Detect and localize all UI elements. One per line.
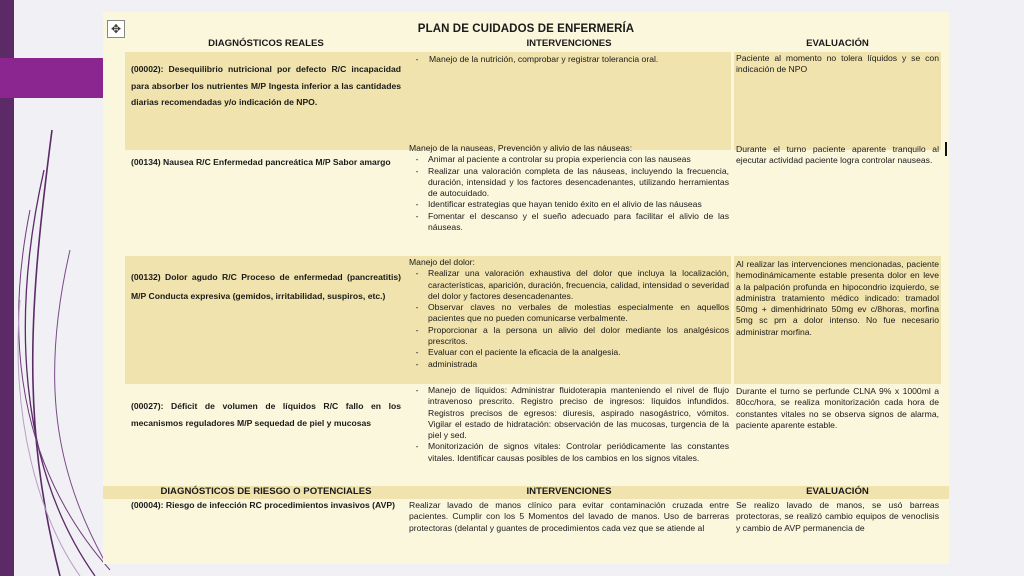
intervention-item: - Observar claves no verbales de molestias especialmente en aquellos pacientes que no pueden comunicarse verbalmente.: [409, 302, 729, 325]
intervention-item: - Identificar estrategias que hayan tenido éxito en el alivio de las náuseas: [409, 199, 729, 210]
header-risk-diagnosis: DIAGNÓSTICOS DE RIESGO O POTENCIALES: [160, 486, 372, 497]
header-evaluation: EVALUACIÓN: [806, 38, 869, 49]
diagnosis-text: (00132) Dolor agudo R/C Proceso de enfermedad (pancreatitis) M/P Conducta expresiva (gemidos, irritabilidad, suspiros, etc.): [131, 272, 401, 301]
move-handle-icon[interactable]: ✥: [107, 20, 125, 38]
intervention-item: - Manejo de líquidos: Administrar fluidoterapia manteniendo el nivel de flujo intravenoso prescrito. Registro preciso de ingresos: líquidos infundidos. Registros precisos de egresos: diuresis, aspirado nasogástrico, vómitos. Vigilar el estado de hidratación: observación de las mucosas, turgencia de la piel y sed.: [409, 385, 729, 441]
risk-table-header: [103, 486, 949, 499]
table-row: [103, 52, 949, 150]
table-row: [103, 384, 949, 486]
intervention-item: - Fomentar el descanso y el sueño adecuado para facilitar el alivio de las náuseas.: [409, 211, 729, 234]
intervention-intro: Manejo del dolor:: [409, 257, 475, 267]
header-risk-evaluation: EVALUACIÓN: [806, 486, 869, 497]
evaluation-text: Se realizo lavado de manos, se usó barreas protectoras, se realizó cambio equipos de venoclisis y cambio de AVP permanencia de: [736, 500, 939, 533]
intervention-intro: Manejo de la nauseas, Prevención y alivio de las náuseas:: [409, 143, 633, 153]
interventions-list: [409, 54, 729, 65]
text-cursor: [945, 142, 947, 156]
diagnosis-text: (00004): Riesgo de infección RC procedimientos invasivos (AVP): [131, 500, 395, 510]
intervention-item: - Monitorización de signos vitales: Controlar periódicamente las constantes vitales. Identificar causas posibles de los cambios en los signos vitales.: [409, 441, 729, 464]
intervention-item: - Animar al paciente a controlar su propia experiencia con las nauseas: [409, 154, 729, 165]
intervention-item: - Realizar una valoración completa de las náuseas, incluyendo la frecuencia, duración, intensidad y los factores desencadenantes, utilizando herramientas de autocuidado.: [409, 166, 729, 200]
table-row: [103, 256, 949, 384]
decorative-curves: [0, 0, 120, 576]
evaluation-text: Paciente al momento no tolera líquidos y se con indicación de NPO: [734, 52, 941, 150]
care-plan-table: [103, 12, 949, 564]
intervention-text: Realizar lavado de manos clínico para evitar contaminación cruzada entre pacientes. Cumplir con los 5 Momentos del lavado de manos. Uso de barreras protectoras (delantal y guantes de procedimientos cada vez que se atiende al: [409, 500, 729, 533]
evaluation-text: Durante el turno paciente aparente tranquilo al ejecutar actividad paciente logra controlar nauseas.: [736, 144, 939, 166]
evaluation-text: Al realizar las intervenciones mencionadas, paciente hemodinámicamente estable presenta dolor en leve a la palpación profunda en hipocondrio izquierdo, se administra tratamiento médico indicado: tramadol 50mg + dimenhidrinato 50mg ev c/8horas, morfina 5mg sc prn a dolor intenso. No fue necesario administrar morfina.: [734, 256, 941, 384]
evaluation-text: Durante el turno se perfunde CLNA 9% x 1000ml a 80cc/hora, se realiza monitorización cada hora de constantes vitales no se observa signos de alarma, paciente aparente estable.: [736, 386, 939, 430]
header-interventions: INTERVENCIONES: [526, 38, 612, 49]
interventions-list: [409, 154, 729, 233]
diagnosis-text: (00134) Nausea R/C Enfermedad pancreática M/P Sabor amargo: [131, 157, 391, 167]
intervention-item: - administrada: [409, 359, 729, 370]
intervention-item: - Manejo de la nutrición, comprobar y registrar tolerancia oral.: [409, 54, 729, 65]
intervention-item: - Proporcionar a la persona un alivio del dolor mediante los analgésicos prescritos.: [409, 325, 729, 348]
diagnosis-text: (00002): Desequilibrio nutricional por defecto R/C incapacidad para absorber los nutrientes M/P Ingesta inferior a las cantidades diarias recomendadas y/o indicación de NPO.: [131, 64, 401, 107]
intervention-item: - Evaluar con el paciente la eficacia de la analgesia.: [409, 347, 729, 358]
document-title: PLAN DE CUIDADOS DE ENFERMERÍA: [417, 23, 635, 35]
table-row: [103, 499, 949, 559]
header-risk-interventions: INTERVENCIONES: [526, 486, 612, 497]
intervention-item: - Realizar una valoración exhaustiva del dolor que incluya la localización, características, aparición, duración, frecuencia, calidad, intensidad o severidad del dolor y factores desencadenantes.: [409, 268, 729, 302]
interventions-list: [409, 385, 729, 464]
diagnosis-text: (00027): Déficit de volumen de líquidos R/C fallo en los mecanismos reguladores M/P sequedad de piel y mucosas: [131, 401, 401, 428]
header-diagnosis: DIAGNÓSTICOS REALES: [208, 38, 324, 49]
interventions-list: [409, 268, 729, 370]
table-row: [103, 142, 949, 256]
table-header: [103, 38, 949, 52]
